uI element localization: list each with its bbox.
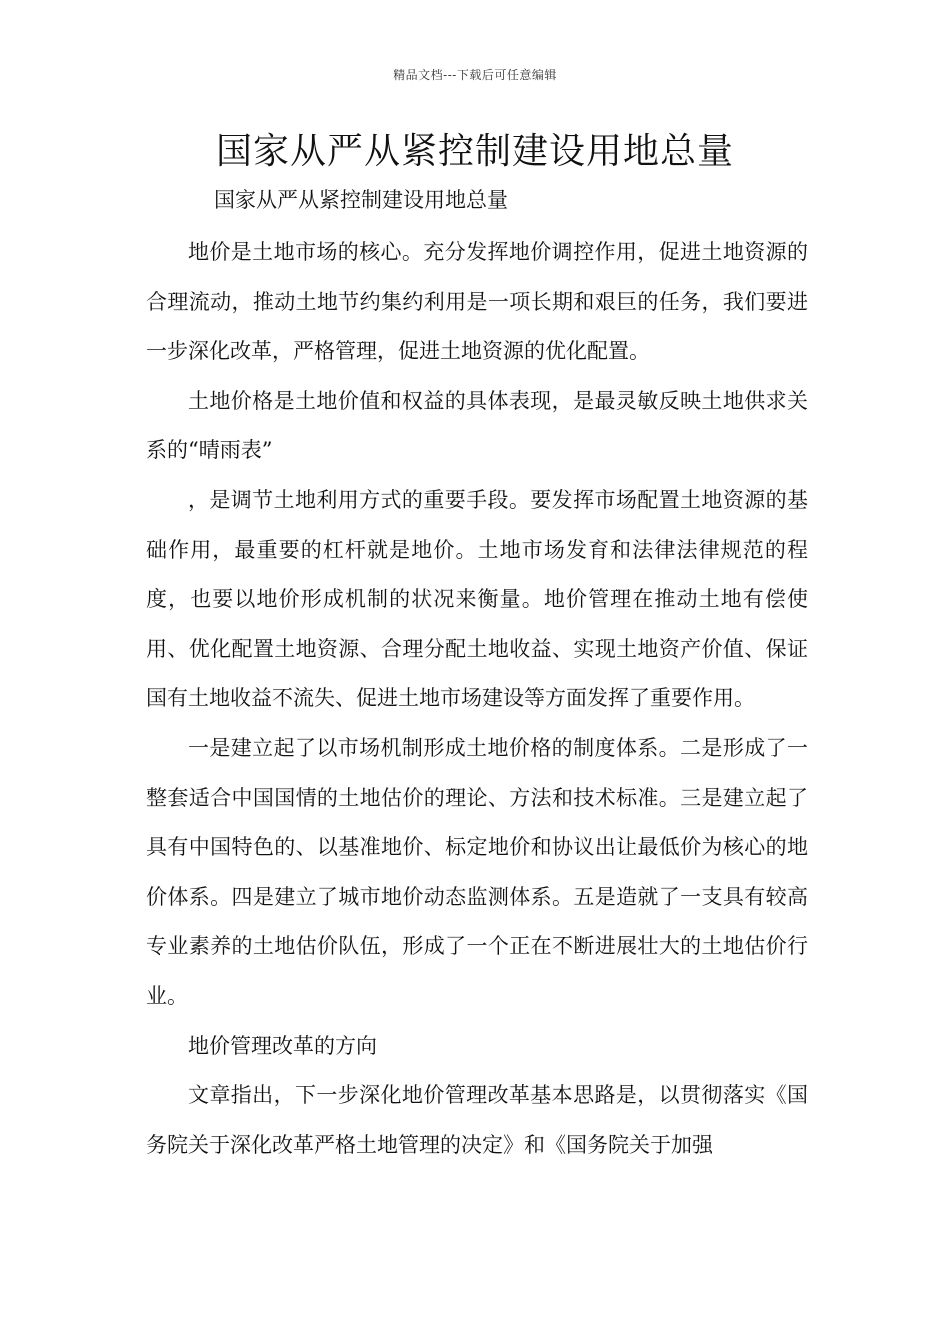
document-body <box>146 228 808 1170</box>
paragraph-reform-approach: 文章指出，下一步深化地价管理改革基本思路是，以贯彻落实《国务院关于深化改革严格土地管理的决定》和《国务院关于加强 <box>146 1083 808 1157</box>
paragraph-land-price-core: 地价是土地市场的核心。充分发挥地价调控作用，促进土地资源的合理流动，推动土地节约集约利用是一项长期和艰巨的任务，我们要进一步深化改革，严格管理，促进土地资源的优化配置。 <box>146 240 808 364</box>
paragraph-achievements: 一是建立起了以市场机制形成土地价格的制度体系。二是形成了一整套适合中国国情的土地估价的理论、方法和技术标准。三是建立起了具有中国特色的、以基准地价、标定地价和协议出让最低价为核心的地价体系。四是建立了城市地价动态监测体系。五是造就了一支具有较高专业素养的土地估价队伍，形成了一个正在不断进展壮大的土地估价行业。 <box>146 735 808 1008</box>
document-title: 国家从严从紧控制建设用地总量 <box>215 131 734 172</box>
document-subtitle: 国家从严从紧控制建设用地总量 <box>214 188 508 212</box>
page-header: 精品文档---下载后可任意编辑 <box>393 68 557 82</box>
paragraph-land-price-lever: ，是调节土地利用方式的重要手段。要发挥市场配置土地资源的基础作用，最重要的杠杆就是地价。土地市场发育和法律法律规范的程度，也要以地价形成机制的状况来衡量。地价管理在推动土地有偿使用、优化配置土地资源、合理分配土地收益、实现土地资产价值、保证国有土地收益不流失、促进土地市场建设等方面发挥了重要作用。 <box>146 487 808 711</box>
paragraph-land-price-barometer: 土地价格是土地价值和权益的具体表现，是最灵敏反映土地供求关系的“晴雨表” <box>146 388 808 463</box>
section-heading-reform-direction: 地价管理改革的方向 <box>188 1033 377 1058</box>
